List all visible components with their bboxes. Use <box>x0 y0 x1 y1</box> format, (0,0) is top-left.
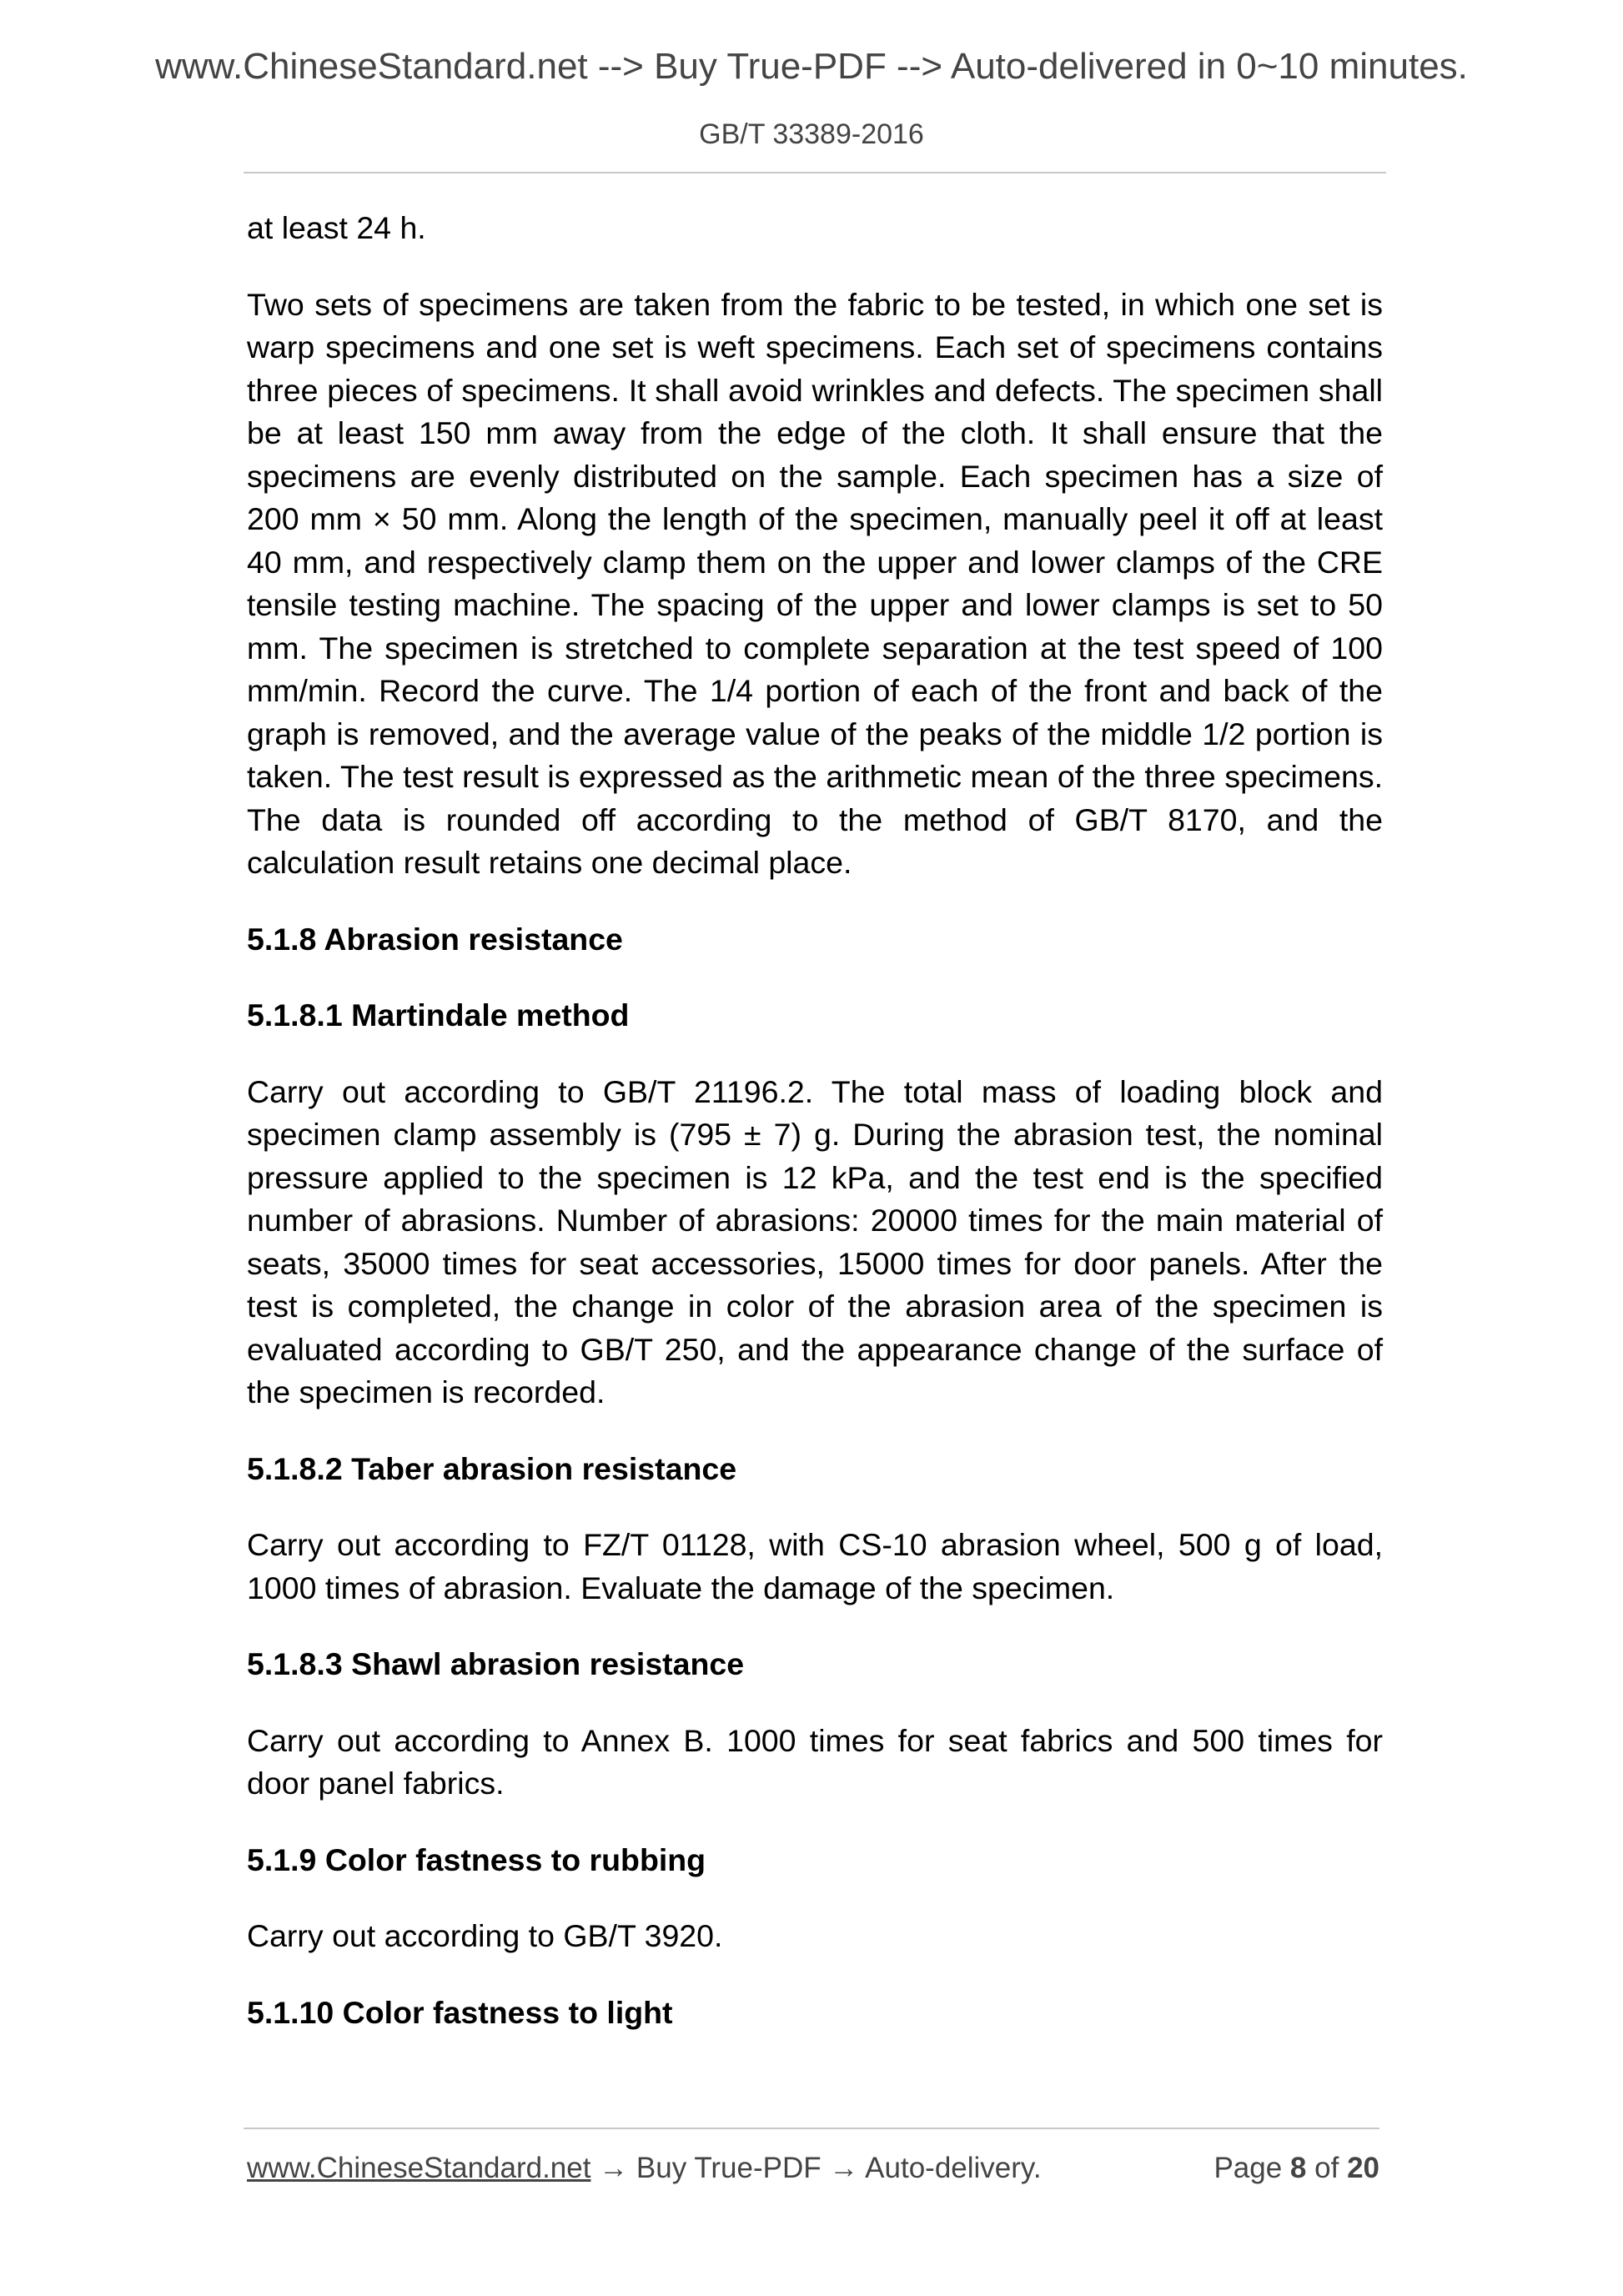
heading-5-1-9: 5.1.9 Color fastness to rubbing <box>247 1841 706 1877</box>
heading-5-1-10: 5.1.10 Color fastness to light <box>247 1994 673 2030</box>
footer-left <box>247 2148 1042 2189</box>
paragraph-specimen-preparation: Two sets of specimens are taken from the fabric to be tested, in which one set is warp specimens and one set is weft specimens. Each set of specimens contains three pieces of specimens. It shall avoid wrinkles and defects. The specimen shall be at least 150 mm away from the edge of the cloth. It shall ensure that the specimens are evenly distributed on the sample. Each specimen has a size of 200 mm × 50 mm. Along the length of the specimen, manually peel it off at least 40 mm, and respectively clamp them on the upper and lower clamps of the CRE tensile testing machine. The spacing of the upper and lower clamps is set to 50 mm. The specimen is stretched to complete separation at the test speed of 100 mm/min. Record the curve. The 1/4 portion of each of the front and back of the graph is removed, and the average value of the peaks of the middle 1/2 portion is taken. The test result is expressed as the arithmetic mean of the three specimens. The data is rounded off according to the method of GB/T 8170, and the calculation result retains one decimal place. <box>247 286 1383 880</box>
paragraph-martindale: Carry out according to GB/T 21196.2. The total mass of loading block and specimen clamp assembly is (795 ± 7) g. During the abrasion test, the nominal pressure applied to the specimen is 12 kPa, and the test end is the specified number of abrasions. Number of abrasions: 20000 times for the main material of seats, 35000 times for seat accessories, 15000 times for door panels. After the test is completed, the change in color of the abrasion area of the specimen is evaluated according to GB/T 250, and the appearance change of the surface of the specimen is recorded. <box>247 1073 1383 1409</box>
footer-site-link[interactable]: www.ChineseStandard.net <box>247 2152 591 2184</box>
of-word: of <box>1314 2152 1339 2184</box>
footer-divider <box>244 2128 1379 2129</box>
top-banner: www.ChineseStandard.net --> Buy True-PDF --> Auto-delivered in 0~10 minutes. <box>155 46 1468 87</box>
page-indicator <box>1213 2148 1379 2189</box>
paragraph-taber: Carry out according to FZ/T 01128, with CS-10 abrasion wheel, 500 g of load, 1000 times of abrasion. Evaluate the damage of the specimen. <box>247 1527 1383 1605</box>
footer-tagline: → Buy True-PDF → Auto-delivery. <box>590 2152 1042 2184</box>
paragraph-shawl: Carry out according to Annex B. 1000 times for seat fabrics and 500 times for door panel fabrics. <box>247 1722 1383 1801</box>
page-total: 20 <box>1347 2152 1379 2184</box>
paragraph-rubbing: Carry out according to GB/T 3920. <box>247 1918 723 1953</box>
page-footer <box>247 2148 1379 2189</box>
heading-5-1-8: 5.1.8 Abrasion resistance <box>247 921 623 957</box>
document-id: GB/T 33389-2016 <box>699 118 924 150</box>
page-word: Page <box>1213 2152 1283 2184</box>
heading-5-1-8-2: 5.1.8.2 Taber abrasion resistance <box>247 1450 737 1486</box>
heading-5-1-8-3: 5.1.8.3 Shawl abrasion resistance <box>247 1646 745 1681</box>
header-divider <box>244 172 1386 173</box>
page-number: 8 <box>1289 2152 1307 2184</box>
heading-5-1-8-1: 5.1.8.1 Martindale method <box>247 997 630 1032</box>
paragraph-continuation: at least 24 h. <box>247 210 426 245</box>
page-content <box>247 207 1383 2034</box>
